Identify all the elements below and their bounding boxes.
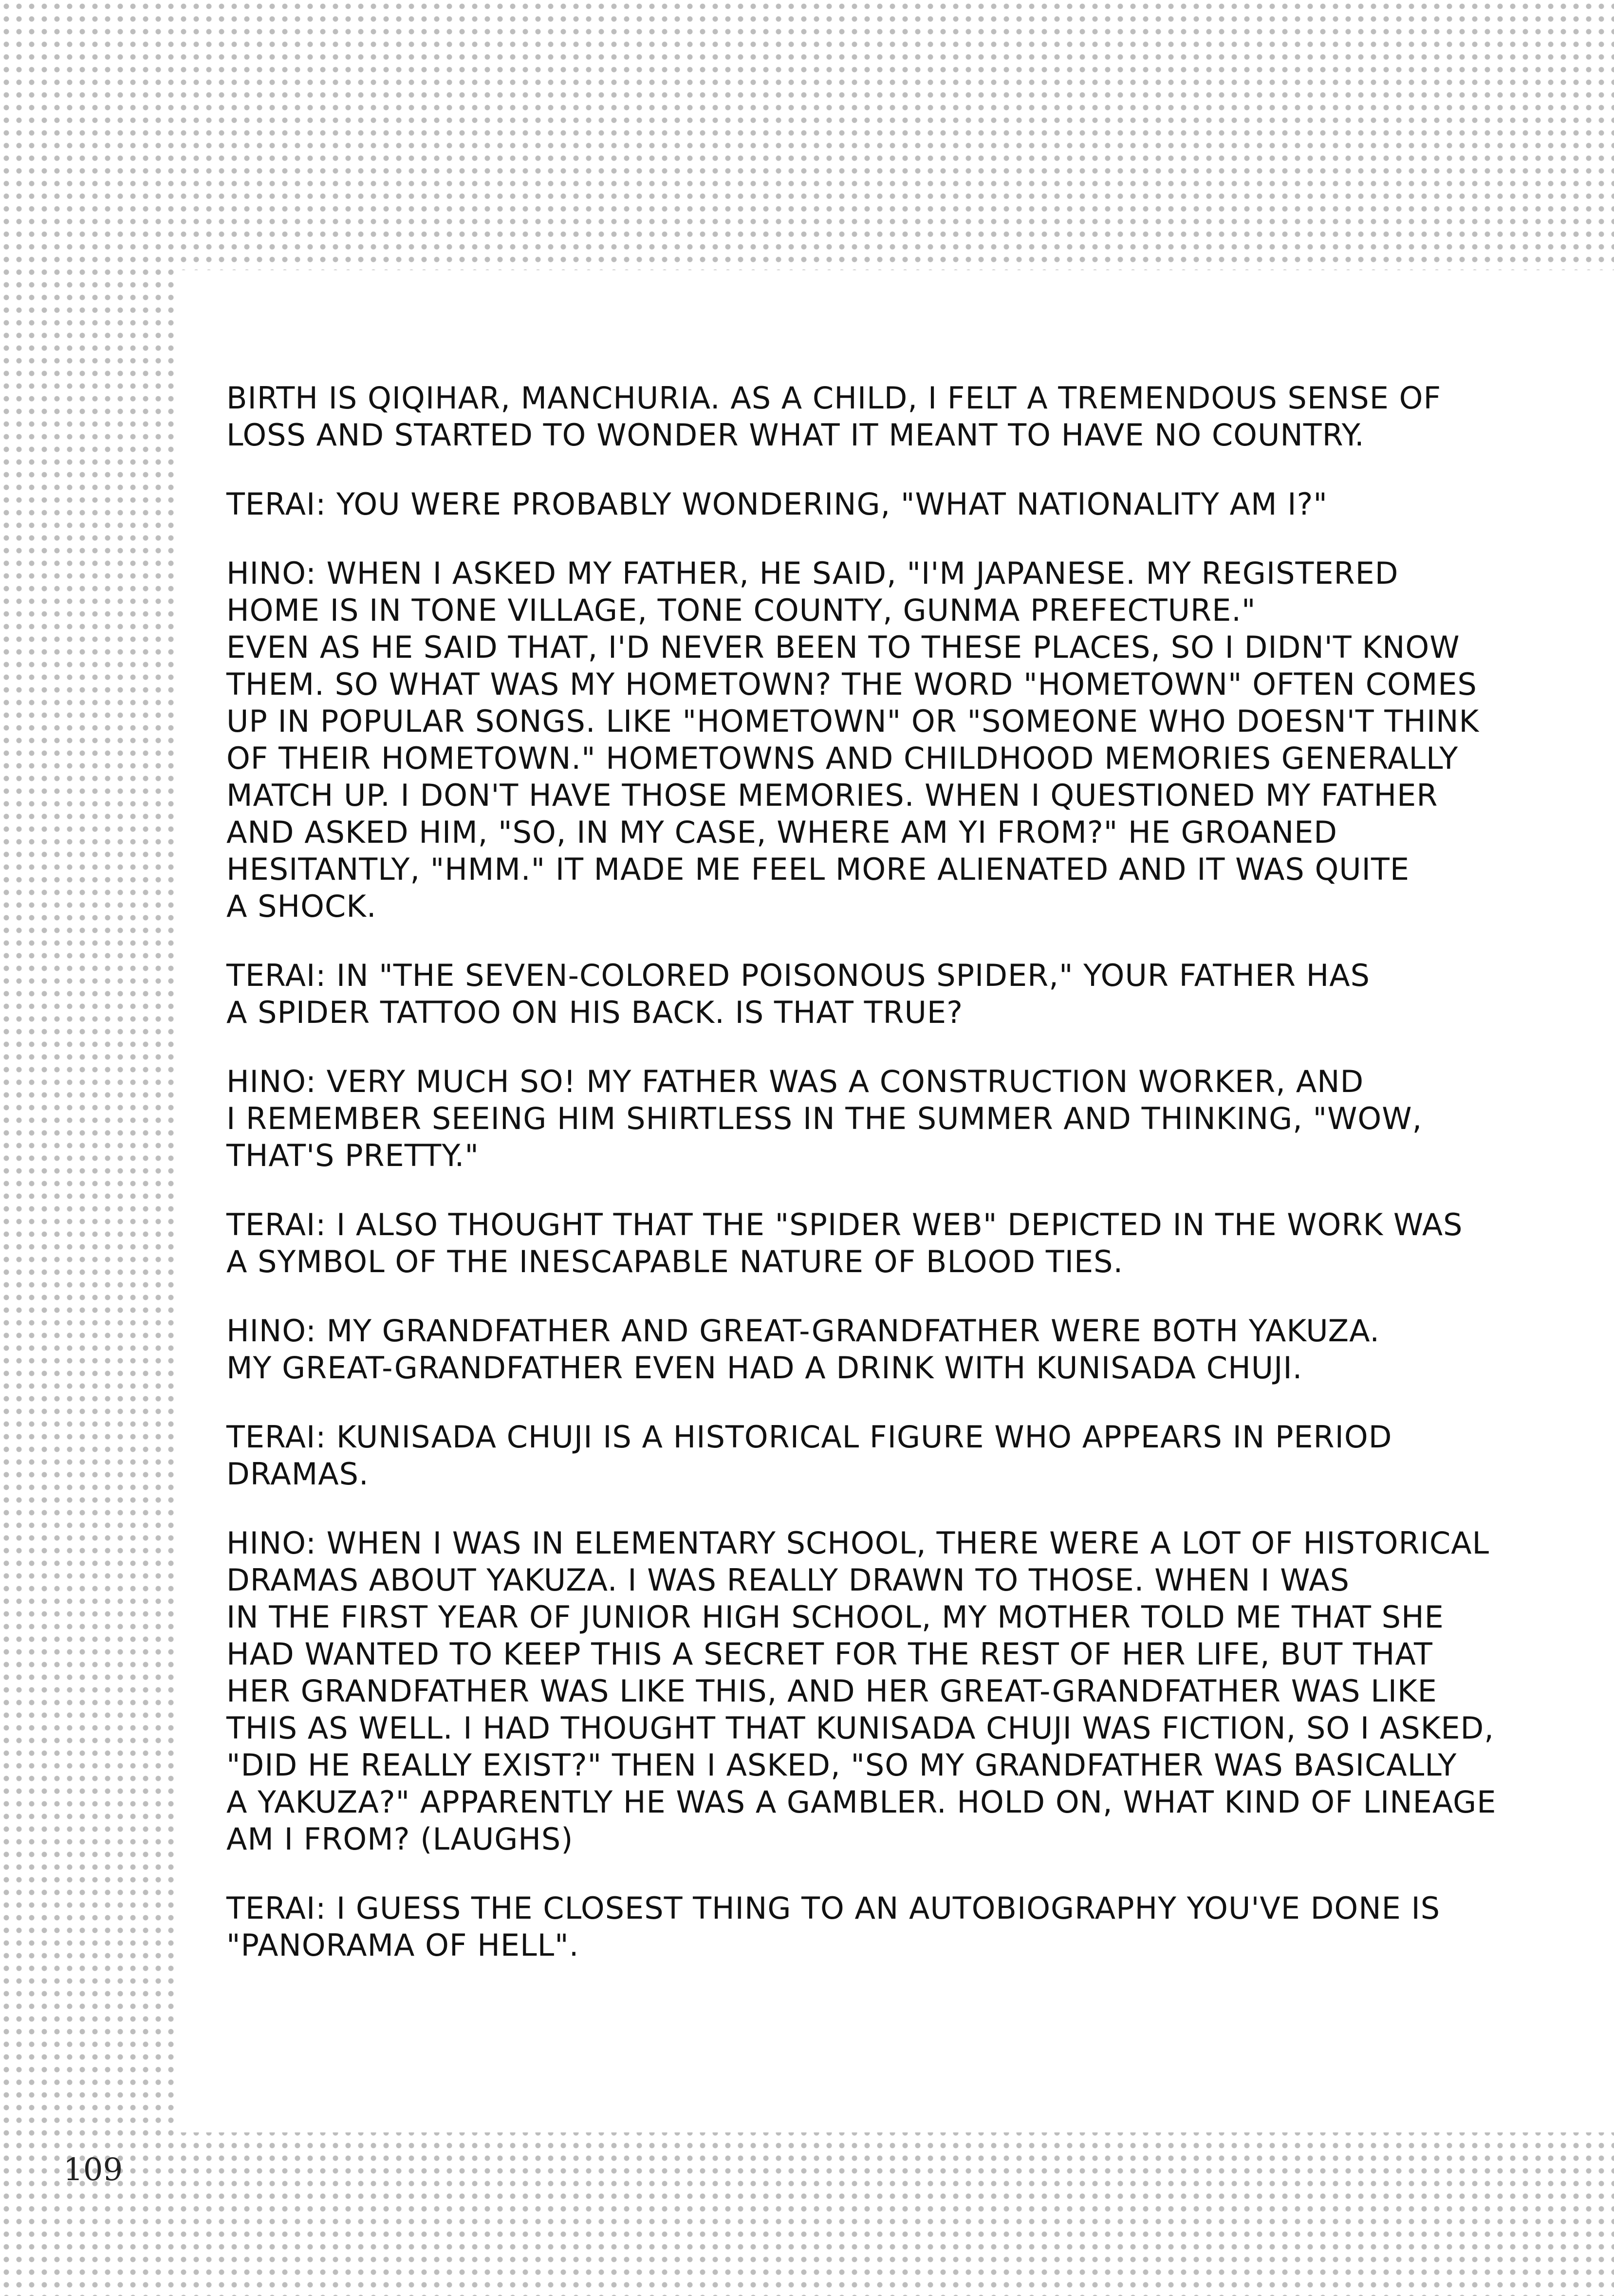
paragraph-hino-hometown: HINO: WHEN I ASKED MY FATHER, HE SAID, "I'M JAPANESE. MY REGISTERED HOME IS IN TONE VILLAGE, TONE COUNTY, GUNMA PREFECTURE." EVEN AS HE SAID THAT, I'D NEVER BEEN TO THESE PLACES, SO I DIDN'T KNOW THEM. SO WHAT WAS MY HOMETOWN? THE WORD "HOMETOWN" OFTEN COMES UP IN POPULAR SONGS. LIKE "HOMETOWN" OR "SOMEONE WHO DOESN'T THINK OF THEIR HOMETOWN." HOMETOWNS AND CHILDHOOD MEMORIES GENERALLY MATCH UP. I DON'T HAVE THOSE MEMORIES. WHEN I QUESTIONED MY FATHER AND ASKED HIM, "SO, IN MY CASE, WHERE AM YI FROM?" HE GROANED HESITANTLY, "HMM." IT MADE ME FEEL MORE ALIENATED AND IT WAS QUITE A SHOCK. — [226, 555, 1480, 924]
paragraph-terai-kunisada: TERAI: KUNISADA CHUJI IS A HISTORICAL FIGURE WHO APPEARS IN PERIOD DRAMAS. — [226, 1419, 1392, 1492]
interview-text — [226, 380, 1541, 1996]
paragraph-hino-elementary: HINO: WHEN I WAS IN ELEMENTARY SCHOOL, THERE WERE A LOT OF HISTORICAL DRAMAS ABOUT YAKUZA. I WAS REALLY DRAWN TO THOSE. WHEN I WAS IN THE FIRST YEAR OF JUNIOR HIGH SCHOOL, MY MOTHER TOLD ME THAT SHE HAD WANTED TO KEEP THIS A SECRET FOR THE REST OF HER LIFE, BUT THAT HER GRANDFATHER WAS LIKE THIS, AND HER GREAT-GRANDFATHER WAS LIKE THIS AS WELL. I HAD THOUGHT THAT KUNISADA CHUJI WAS FICTION, SO I ASKED, "DID HE REALLY EXIST?" THEN I ASKED, "SO MY GRANDFATHER WAS BASICALLY A YAKUZA?" APPARENTLY HE WAS A GAMBLER. HOLD ON, WHAT KIND OF LINEAGE AM I FROM? (LAUGHS) — [226, 1525, 1497, 1857]
paragraph-terai-web: TERAI: I ALSO THOUGHT THAT THE "SPIDER WEB" DEPICTED IN THE WORK WAS A SYMBOL OF THE INESCAPABLE NATURE OF BLOOD TIES. — [226, 1207, 1463, 1279]
paragraph-birth: BIRTH IS QIQIHAR, MANCHURIA. AS A CHILD, I FELT A TREMENDOUS SENSE OF LOSS AND STARTED TO WONDER WHAT IT MEANT TO HAVE NO COUNTRY. — [226, 380, 1442, 453]
paragraph-hino-tattoo: HINO: VERY MUCH SO! MY FATHER WAS A CONSTRUCTION WORKER, AND I REMEMBER SEEING HIM SHIRTLESS IN THE SUMMER AND THINKING, "WOW, THAT'S PRETTY." — [226, 1064, 1423, 1173]
paragraph-terai-nationality: TERAI: YOU WERE PROBABLY WONDERING, "WHAT NATIONALITY AM I?" — [226, 486, 1328, 522]
paragraph-hino-yakuza: HINO: MY GRANDFATHER AND GREAT-GRANDFATHER WERE BOTH YAKUZA. MY GREAT-GRANDFATHER EVEN HAD A DRINK WITH KUNISADA CHUJI. — [226, 1313, 1380, 1386]
page-number: 109 — [63, 2152, 123, 2188]
paragraph-terai-autobiography: TERAI: I GUESS THE CLOSEST THING TO AN AUTOBIOGRAPHY YOU'VE DONE IS "PANORAMA OF HELL". — [226, 1890, 1441, 1963]
paragraph-terai-spider: TERAI: IN "THE SEVEN-COLORED POISONOUS SPIDER," YOUR FATHER HAS A SPIDER TATTOO ON HIS BACK. IS THAT TRUE? — [226, 958, 1371, 1030]
text-panel — [175, 270, 1614, 2132]
